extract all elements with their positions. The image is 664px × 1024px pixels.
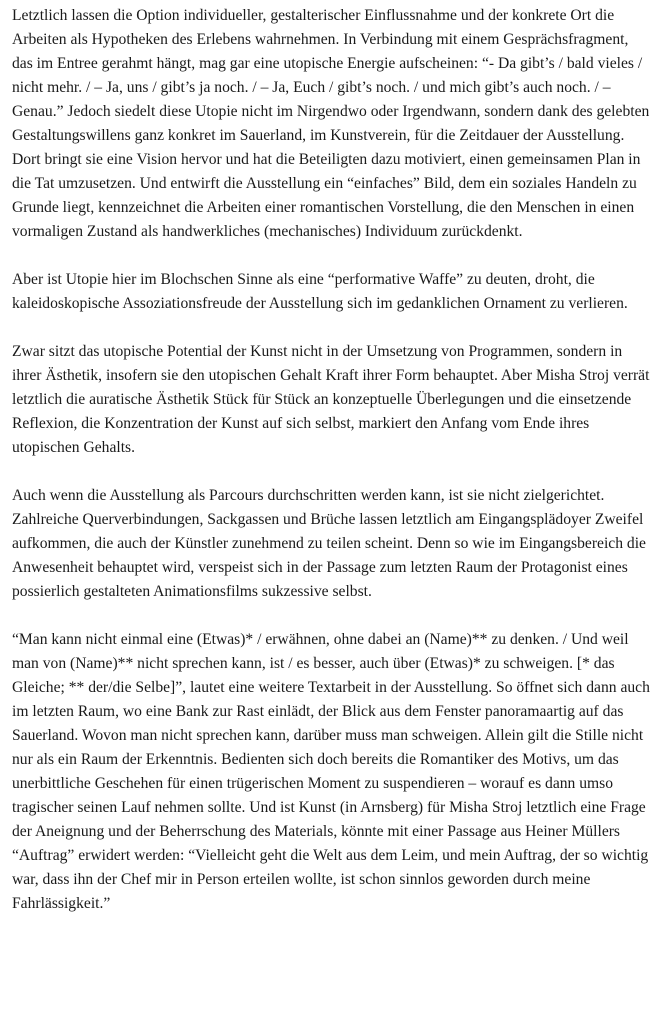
paragraph-2: Aber ist Utopie hier im Blochschen Sinne als eine “performative Waffe” zu deuten, droht, die kaleidoskopische Assoziationsfreude der Ausstellung sich im gedanklichen Ornament zu verlieren. [12,271,628,312]
paragraph-5: “Man kann nicht einmal eine (Etwas)* / erwähnen, ohne dabei an (Name)** zu denken. / Und weil man von (Name)** nicht sprechen kann, ist / es besser, auch über (Etwas)* zu schweigen. [* das Gleiche; ** der/die Selbe]”, lautet eine weitere Textarbeit in der Ausstellung. So öffnet sich dann auch im letzten Raum, wo eine Bank zur Rast einlädt, der Blick aus dem Fenster panoramaartig auf das Sauerland. Wovon man nicht sprechen kann, darüber muss man schweigen. Allein gilt die Stille nicht nur als ein Raum der Erkenntnis. Bedienten sich doch bereits die Romantiker des Motivs, um das unerbittliche Geschehen für einen trügerischen Moment zu suspendieren – worauf es dann umso tragischer seinen Lauf nehmen sollte. Und ist Kunst (in Arnsberg) für Misha Stroj letztlich eine Frage der Aneignung und der Beherrschung des Materials, könnte mit einer Passage aus Heiner Müllers “Auftrag” erwidert werden: “Vielleicht geht die Welt aus dem Leim, und mein Auftrag, der so wichtig war, dass ihn der Chef mir in Person erteilen wollte, ist schon sinnlos geworden durch meine Fahrlässigkeit.” [12,631,650,912]
paragraph-1: Letztlich lassen die Option individueller, gestalterischer Einflussnahme und der konkrete Ort die Arbeiten als Hypotheken des Erlebens wahrnehmen. In Verbindung mit einem Gesprächsfragment, das im Entree gerahmt hängt, mag gar eine utopische Energie aufscheinen: “- Da gibt’s / bald vieles / nicht mehr. / – Ja, uns / gibt’s ja noch. / – Ja, Euch / gibt’s noch. / und mich gibt’s auch noch. / – Genau.” Jedoch siedelt diese Utopie nicht im Nirgendwo oder Irgendwann, sondern dank des gelebten Gestaltungswillens ganz konkret im Sauerland, im Kunstverein, für die Zeitdauer der Ausstellung. Dort bringt sie eine Vision hervor und hat die Beteiligten dazu motiviert, einen gemeinsamen Plan in die Tat umzusetzen. Und entwirft die Ausstellung ein “einfaches” Bild, dem ein soziales Handeln zu Grunde liegt, kennzeichnet die Arbeiten einer romantischen Vorstellung, die den Menschen in einen vormaligen Zustand als handwerkliches (mechanisches) Individuum zurückdenkt. [12,7,650,240]
paragraph-4: Auch wenn die Ausstellung als Parcours durchschritten werden kann, ist sie nicht zielgerichtet. Zahlreiche Querverbindungen, Sackgassen und Brüche lassen letztlich am Eingangsplädoyer Zweifel aufkommen, die auch der Künstler zunehmend zu teilen scheint. Denn so wie im Eingangsbereich die Anwesenheit behauptet wird, verspeist sich in der Passage zum letzten Raum der Protagonist eines possierlich gestalteten Animationsfilms sukzessive selbst. [12,487,646,600]
paragraph-3: Zwar sitzt das utopische Potential der Kunst nicht in der Umsetzung von Programmen, sondern in ihrer Ästhetik, insofern sie den utopischen Gehalt Kraft ihrer Form behauptet. Aber Misha Stroj verrät letztlich die auratische Ästhetik Stück für Stück an konzeptuelle Überlegungen und die einsetzende Reflexion, die Konzentration der Kunst auf sich selbst, markiert den Anfang vom Ende ihres utopischen Gehalts. [12,343,650,456]
